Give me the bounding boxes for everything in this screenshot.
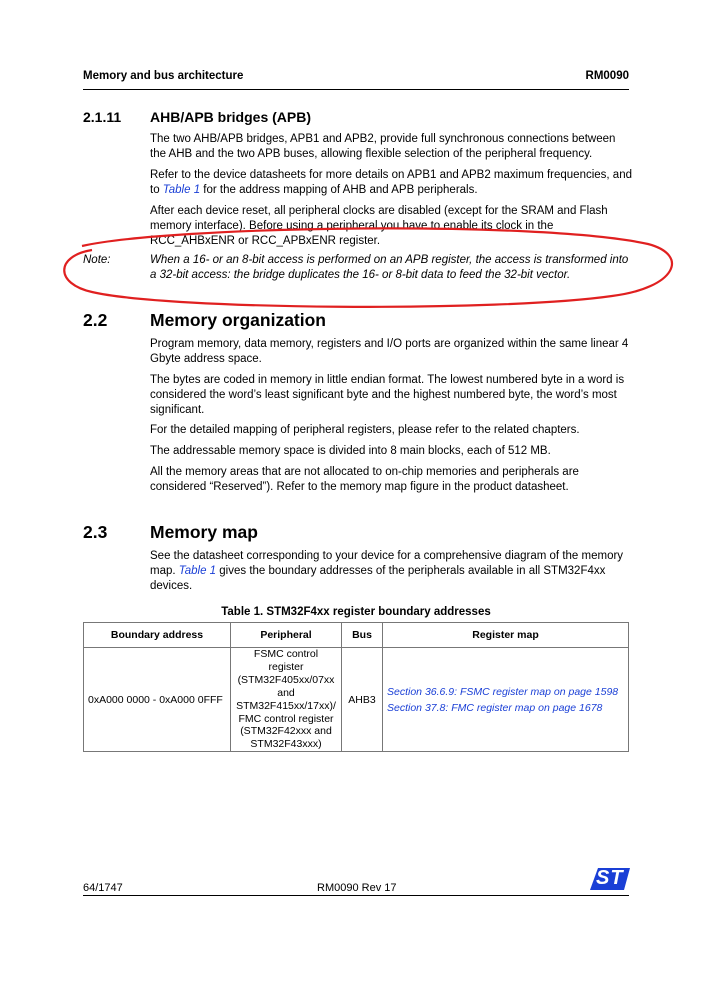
paragraph: After each device reset, all peripheral clocks are disabled (except for the SRAM and Flash memory interface). Before using a peripheral you have to enable its clock in the RCC_AHBxENR or RCC_APBxENR register. <box>150 205 608 247</box>
table-link[interactable]: Table 1 <box>178 565 217 577</box>
peripheral-line: STM32F43xxx) <box>250 738 322 751</box>
boundary-address-cell: 0xA000 0000 - 0xA000 0FFF <box>84 648 231 752</box>
section-title: AHB/APB bridges (APB) <box>150 109 312 125</box>
column-header: Register map <box>383 623 629 648</box>
header-title: Memory and bus architecture <box>83 70 244 82</box>
paragraph: The bytes are coded in memory in little endian format. The lowest numbered byte in a word is considered the word’s least significant byte and the highest numbered byte, the word’s most significant. <box>150 374 625 416</box>
table-link[interactable]: Table 1 <box>162 184 201 196</box>
peripheral-line: FMC control register <box>238 712 334 725</box>
column-header: Peripheral <box>231 623 342 648</box>
peripheral-line: FSMC control register <box>253 648 319 673</box>
paragraph: The addressable memory space is divided into 8 main blocks, each of 512 MB. <box>150 445 551 457</box>
column-header: Boundary address <box>84 623 231 648</box>
paragraph: All the memory areas that are not allocated to on-chip memories and peripherals are considered “Reserved”). Refer to the memory map figure in the product datasheet. <box>150 466 579 493</box>
column-header: Bus <box>342 623 383 648</box>
text-run: See the datasheet corresponding to your device for a comprehensive diagram of the memory map. <box>150 550 624 577</box>
paragraph: For the detailed mapping of peripheral registers, please refer to the related chapters. <box>150 424 580 436</box>
section-title: Memory organization <box>150 310 326 330</box>
note-text: When a 16- or an 8-bit access is performed on an APB register, the access is transformed into a 32-bit access: the bridge duplicates the 16- or 8-bit data to feed the 32-bit vector. <box>150 254 629 281</box>
note-label: Note: <box>83 254 111 266</box>
section-title: Memory map <box>150 522 258 542</box>
table-row <box>84 648 629 752</box>
section-number: 2.1.11 <box>83 109 122 125</box>
header-doc-id: RM0090 <box>585 70 629 82</box>
section-number: 2.2 <box>83 310 108 330</box>
text-run: gives the boundary addresses of the peripherals available in all STM32F4xx devices. <box>150 565 606 592</box>
table-caption: Table 1. STM32F4xx register boundary addresses <box>221 606 491 618</box>
document-revision: RM0090 Rev 17 <box>317 882 397 894</box>
paragraph <box>150 549 632 594</box>
register-map-cell <box>383 648 629 752</box>
text-run: Refer to the device datasheets for more details on APB1 and APB2 maximum frequencies, and to <box>150 169 632 196</box>
section-link[interactable]: Section 37.8: FMC register map on page 1678 <box>387 701 603 714</box>
peripheral-cell <box>231 648 342 752</box>
footer-rule <box>83 895 629 896</box>
register-table <box>83 622 629 752</box>
logo-text: ST <box>596 867 624 889</box>
section-number: 2.3 <box>83 522 108 542</box>
paragraph: Program memory, data memory, registers and I/O ports are organized within the same linear 4 Gbyte address space. <box>150 338 629 365</box>
st-logo <box>590 866 630 892</box>
peripheral-line: STM32F415xx/17xx)/ <box>236 699 336 712</box>
section-link[interactable]: Section 36.6.9: FSMC register map on page 1598 <box>387 685 619 698</box>
text-run: for the address mapping of AHB and APB peripherals. <box>200 184 478 196</box>
peripheral-line: (STM32F42xxx and <box>240 725 332 738</box>
peripheral-line: and <box>277 686 295 699</box>
paragraph: The two AHB/APB bridges, APB1 and APB2, provide full synchronous connections between the AHB and the two APB buses, allowing flexible selection of the peripheral frequency. <box>150 133 616 160</box>
page-number: 64/1747 <box>83 882 123 894</box>
table-header-row <box>84 623 629 648</box>
bus-cell: AHB3 <box>342 648 383 752</box>
peripheral-line: (STM32F405xx/07xx <box>237 673 335 686</box>
